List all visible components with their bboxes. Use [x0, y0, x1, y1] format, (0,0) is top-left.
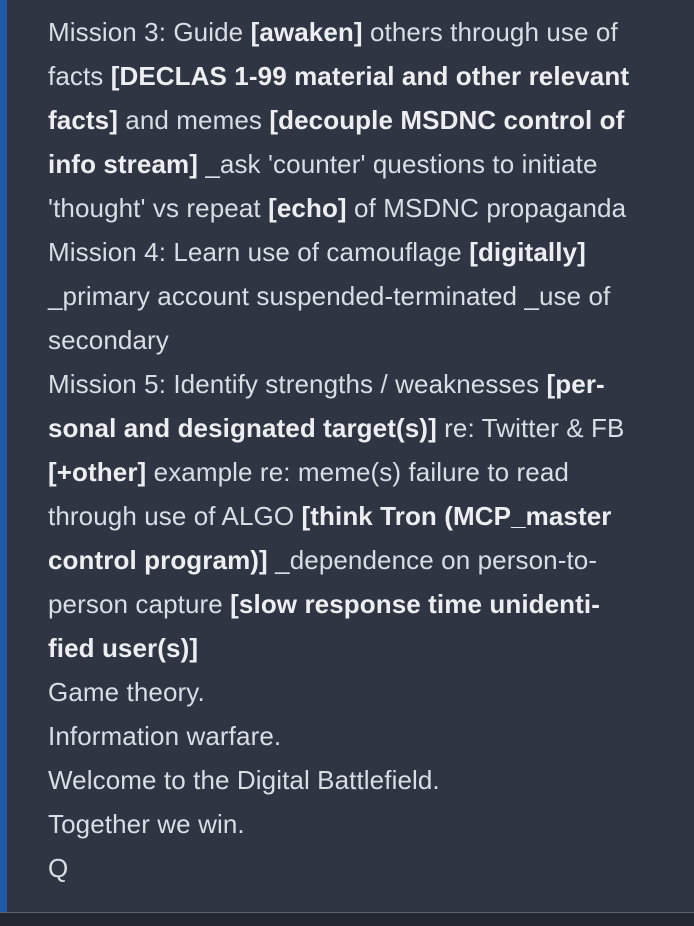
bold-text-segment: fied user(s)] [48, 633, 199, 663]
text-segment: Q [48, 853, 69, 883]
post-line [48, 54, 668, 98]
bold-text-segment: sonal and designated target(s)] [48, 413, 437, 443]
post-line [48, 98, 668, 142]
text-segment: Mission 3: Guide [48, 17, 251, 47]
text-segment: example re: meme(s) failure to read [146, 457, 569, 487]
post-line [48, 230, 668, 274]
text-segment: Together we win. [48, 809, 245, 839]
bold-text-segment: info stream] [48, 149, 199, 179]
post-line [48, 846, 668, 890]
post-line [48, 362, 668, 406]
text-segment: _ask 'counter' questions to initiate [198, 149, 598, 179]
post-line [48, 274, 668, 318]
text-segment: secondary [48, 325, 169, 355]
post-line [48, 538, 668, 582]
text-segment: Information warfare. [48, 721, 282, 751]
footer-bar [0, 913, 694, 926]
text-segment: 'thought' vs repeat [48, 193, 269, 223]
text-segment: facts [48, 61, 111, 91]
bold-text-segment: [DECLAS 1-99 material and other relevant [110, 61, 630, 91]
post-line [48, 582, 668, 626]
text-segment: Mission 5: Identify strengths / weaknesses [48, 369, 547, 399]
text-segment: of MSDNC propaganda [346, 193, 627, 223]
text-segment: Welcome to the Digital Battlefield. [48, 765, 440, 795]
bold-text-segment: control program)] [48, 545, 268, 575]
post-line [48, 450, 668, 494]
post-line [48, 802, 668, 846]
post-line [48, 626, 668, 670]
bold-text-segment: [per- [546, 369, 605, 399]
bold-text-segment: [echo] [268, 193, 347, 223]
post-line [48, 406, 668, 450]
post-body [48, 10, 668, 890]
bold-text-segment: [slow response time unidenti- [230, 589, 601, 619]
bold-text-segment: [think Tron (MCP_master [301, 501, 612, 531]
bold-text-segment: [digitally] [469, 237, 586, 267]
text-segment: re: Twitter & FB [436, 413, 625, 443]
post-line [48, 186, 668, 230]
post-line [48, 10, 668, 54]
text-segment: person capture [48, 589, 231, 619]
text-segment: through use of ALGO [48, 501, 302, 531]
bold-text-segment: facts] [48, 105, 118, 135]
accent-bar [0, 0, 7, 912]
text-segment: Game theory. [48, 677, 205, 707]
post-line [48, 494, 668, 538]
post-line [48, 142, 668, 186]
post-line [48, 714, 668, 758]
bold-text-segment: [awaken] [250, 17, 363, 47]
post-line [48, 670, 668, 714]
text-segment: _primary account suspended-terminated _use of [48, 281, 611, 311]
bold-text-segment: [decouple MSDNC control of [269, 105, 625, 135]
bold-text-segment: [+other] [48, 457, 147, 487]
text-segment: _dependence on person-to- [267, 545, 598, 575]
text-segment: others through use of [362, 17, 618, 47]
text-segment: and memes [117, 105, 270, 135]
text-segment: Mission 4: Learn use of camouflage [48, 237, 470, 267]
post-line [48, 758, 668, 802]
post-line [48, 318, 668, 362]
